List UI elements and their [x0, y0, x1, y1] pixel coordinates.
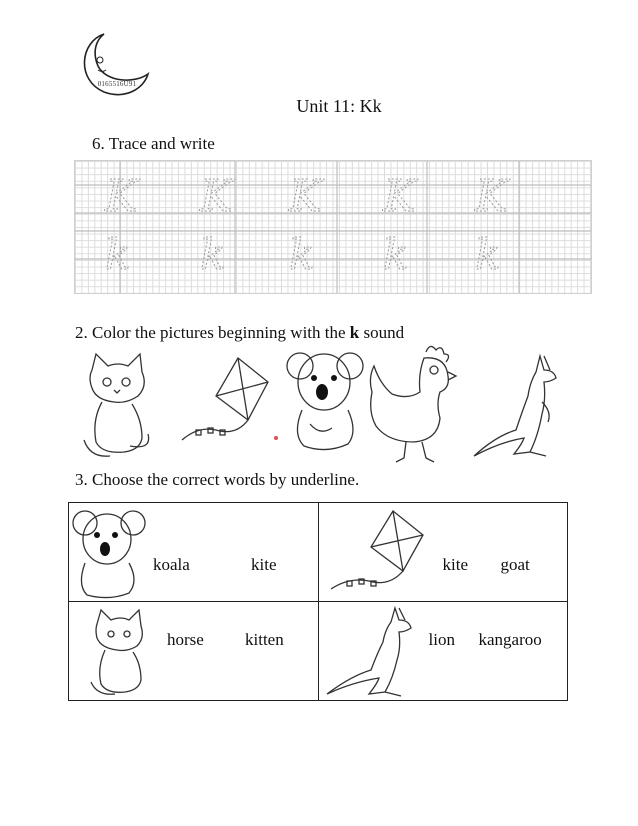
- rooster-picture[interactable]: [366, 342, 460, 464]
- trace-lowercase-k: k: [200, 230, 226, 279]
- section2-heading-text: 2. Color the pictures beginning with the: [75, 323, 350, 342]
- koala-cell: [69, 503, 319, 602]
- kitten-cell: [69, 602, 319, 701]
- word-option[interactable]: koala: [153, 555, 190, 574]
- section2-heading-bold-letter: k: [349, 323, 360, 342]
- kite-picture[interactable]: [176, 356, 286, 456]
- trace-uppercase-k: K: [383, 171, 416, 222]
- koala-picture[interactable]: [286, 344, 366, 454]
- tracing-letters: [75, 161, 591, 293]
- word-option[interactable]: lion: [428, 630, 455, 649]
- trace-lowercase-k: k: [105, 230, 131, 279]
- kite-icon: [323, 509, 435, 597]
- kitten-picture[interactable]: [80, 350, 156, 460]
- word-option[interactable]: kangaroo: [478, 630, 542, 649]
- page-title: Unit 11: Kk: [296, 96, 382, 116]
- kangaroo-icon: [323, 606, 427, 698]
- table-row: [69, 503, 568, 602]
- table-row: [69, 602, 568, 701]
- trace-lowercase-k: k: [289, 230, 315, 279]
- moon-icon: [74, 30, 158, 100]
- section3-heading: 3. Choose the correct words by underline.: [75, 470, 360, 489]
- tracing-grid: [74, 160, 592, 294]
- section2-heading: [75, 323, 404, 343]
- trace-uppercase-k: K: [475, 171, 508, 222]
- word-option[interactable]: kite: [442, 555, 468, 574]
- trace-uppercase-k: K: [200, 171, 233, 222]
- word-choice-table: [68, 502, 568, 701]
- word-option[interactable]: kite: [251, 555, 277, 574]
- trace-lowercase-k: k: [383, 230, 409, 279]
- trace-uppercase-k: K: [105, 171, 138, 222]
- logo-caption: 0165516U91: [97, 80, 137, 88]
- section2-heading-end: sound: [359, 323, 405, 342]
- kangaroo-picture[interactable]: [470, 352, 574, 464]
- moon-logo: [74, 30, 158, 100]
- kangaroo-cell: [318, 602, 568, 701]
- trace-lowercase-k: k: [475, 230, 501, 279]
- word-option[interactable]: kitten: [245, 630, 284, 649]
- word-option[interactable]: horse: [167, 630, 204, 649]
- trace-uppercase-k: K: [289, 171, 322, 222]
- koala-icon: [71, 505, 149, 599]
- kite-cell: [318, 503, 568, 602]
- kitten-icon: [87, 606, 157, 698]
- word-option[interactable]: goat: [500, 555, 530, 574]
- section1-heading: 6. Trace and write: [92, 134, 215, 153]
- coloring-pictures: [80, 342, 600, 468]
